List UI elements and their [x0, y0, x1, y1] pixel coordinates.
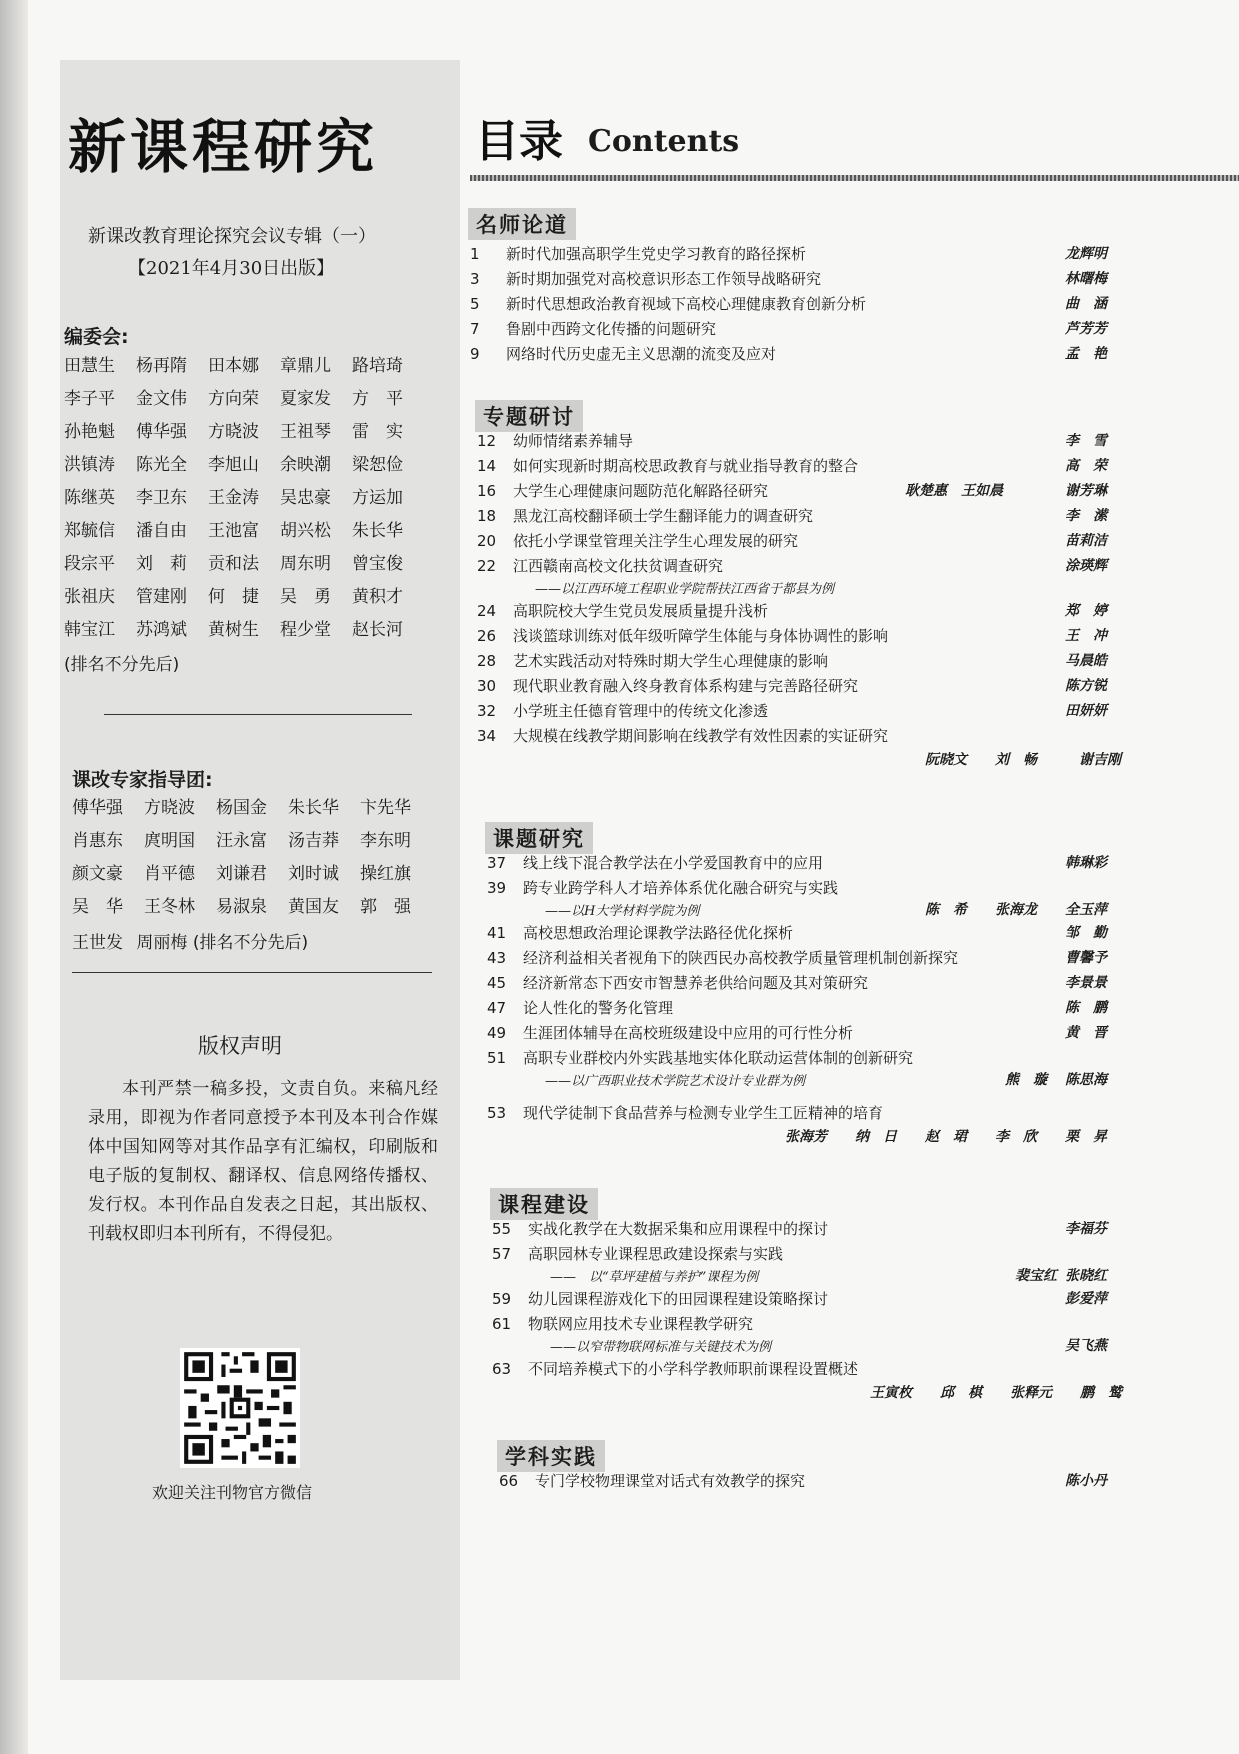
toc-entry[interactable] [470, 243, 806, 265]
toc-entry[interactable] [492, 1288, 828, 1310]
person-name: 郑毓信 [64, 521, 115, 541]
author-name: 吴飞燕 [1065, 1338, 1107, 1354]
author-name: 王 冲 [1065, 628, 1107, 644]
article-subtitle: ——以窄带物联网标准与关键技术为例 [550, 1340, 772, 1355]
author-name: 马晨皓 [1065, 653, 1107, 669]
article-title: 高职专业群校内外实践基地实体化联动运营体制的创新研究 [523, 1049, 914, 1067]
article-title: 现代职业教育融入终身教育体系构建与完善路径研究 [513, 677, 859, 695]
article-title: 江西赣南高校文化扶贫调查研究 [513, 557, 724, 575]
person-name: 何 捷 [208, 587, 259, 607]
expert-group-heading: 课改专家指导团: [72, 769, 213, 791]
editorial-board-heading: 编委会: [64, 326, 129, 348]
person-name: 肖惠东 [72, 831, 123, 851]
page-number: 3 [470, 270, 480, 288]
author-name: 陈思海 [1065, 1072, 1107, 1088]
page-number: 24 [477, 602, 497, 620]
page-number: 26 [477, 627, 497, 645]
article-title: 鲁剧中西跨文化传播的问题研究 [506, 320, 717, 338]
person-name: 孙艳魁 [64, 422, 115, 442]
expert-group-names [72, 797, 432, 918]
page-number: 53 [487, 1104, 507, 1122]
person-name: 朱长华 [288, 798, 339, 818]
person-name: 苏鸿斌 [136, 620, 187, 640]
toc-entry[interactable] [477, 675, 858, 697]
page-number: 45 [487, 974, 507, 992]
article-title: 黑龙江高校翻译硕士学生翻译能力的调查研究 [513, 507, 814, 525]
page-number: 47 [487, 999, 507, 1017]
toc-entry[interactable] [492, 1358, 858, 1380]
author-name: 龙辉明 [1065, 246, 1107, 262]
special-issue-label: 新课改教育理论探究会议专辑（一） [88, 226, 376, 247]
page-number: 41 [487, 924, 507, 942]
section-label: 学科实践 [497, 1440, 605, 1472]
article-title: 不同培养模式下的小学科学教师职前课程设置概述 [528, 1360, 859, 1378]
author-name: 郑 婷 [1065, 603, 1107, 619]
author-name: 彭爱萍 [1065, 1291, 1107, 1307]
person-name: 刘谦君 [216, 864, 267, 884]
person-name: 傅华强 [72, 798, 123, 818]
article-title: 专门学校物理课堂对话式有效教学的探究 [535, 1472, 806, 1490]
person-name: 汪永富 [216, 831, 267, 851]
author-name: 芦芳芳 [1065, 321, 1107, 337]
expert-group-note: (排名不分先后) [192, 933, 309, 953]
author-name: 李福芬 [1065, 1221, 1107, 1237]
article-title: 大学生心理健康问题防范化解路径研究 [513, 482, 769, 500]
page-number: 5 [470, 295, 480, 313]
toc-entry[interactable] [487, 1102, 883, 1124]
author-name: 高 荣 [1065, 458, 1107, 474]
author-name: 陈小丹 [1065, 1473, 1107, 1489]
author-name: 曲 涵 [1065, 296, 1107, 312]
person-name: 曾宝俊 [352, 554, 403, 574]
toc-entry[interactable] [487, 947, 958, 969]
magazine-title: 新课程研究 [68, 113, 379, 181]
article-title: 依托小学课堂管理关注学生心理发展的研究 [513, 532, 799, 550]
person-name: 李卫东 [136, 488, 187, 508]
toc-entry[interactable] [487, 877, 838, 899]
contents-title: 目录 [475, 116, 563, 167]
author-name: 韩琳彩 [1065, 855, 1107, 871]
person-name: 王祖琴 [280, 422, 331, 442]
page-number: 32 [477, 702, 497, 720]
page-number: 34 [477, 727, 497, 745]
person-name: 刘 莉 [136, 554, 187, 574]
toc-entry[interactable] [477, 530, 798, 552]
publication-date: 【2021年4月30日出版】 [128, 258, 335, 279]
page-number: 22 [477, 557, 497, 575]
person-name: 操红旗 [360, 864, 411, 884]
toc-entry[interactable] [470, 343, 776, 365]
toc-entry[interactable] [492, 1243, 783, 1265]
article-title: 艺术实践活动对特殊时期大学生心理健康的影响 [513, 652, 829, 670]
person-name: 田慧生 [64, 356, 115, 376]
article-title: 网络时代历史虚无主义思潮的流变及应对 [506, 345, 777, 363]
wechat-qr-code-icon [180, 1348, 300, 1468]
page-number: 20 [477, 532, 497, 550]
page-number: 61 [492, 1315, 512, 1333]
person-name: 郭 强 [360, 897, 411, 917]
person-name: 潘自由 [136, 521, 187, 541]
person-name: 雷 实 [352, 422, 403, 442]
toc-entry[interactable] [477, 650, 828, 672]
person-name: 段宗平 [64, 554, 115, 574]
person-name: 陈继英 [64, 488, 115, 508]
qr-caption: 欢迎关注刊物官方微信 [152, 1483, 313, 1502]
person-name: 卞先华 [360, 798, 411, 818]
toc-entry[interactable] [477, 455, 858, 477]
page-number: 12 [477, 432, 497, 450]
person-name: 陈光全 [136, 455, 187, 475]
page-number: 63 [492, 1360, 512, 1378]
person-name: 王池富 [208, 521, 259, 541]
toc-entry[interactable] [487, 972, 868, 994]
toc-entry[interactable] [477, 505, 813, 527]
person-name: 肖平德 [144, 864, 195, 884]
toc-entry[interactable] [477, 555, 723, 577]
toc-entry[interactable] [492, 1313, 753, 1335]
toc-entry[interactable] [477, 625, 888, 647]
page-number: 51 [487, 1049, 507, 1067]
toc-entry[interactable] [470, 268, 821, 290]
person-name: 方晓波 [208, 422, 259, 442]
person-name: 吴 华 [72, 897, 123, 917]
person-name: 吴忠豪 [280, 488, 331, 508]
article-title: 经济新常态下西安市智慧养老供给问题及其对策研究 [523, 974, 869, 992]
article-title: 新时代思想政治教育视域下高校心理健康教育创新分析 [506, 295, 867, 313]
page-number: 16 [477, 482, 497, 500]
person-name: 周东明 [280, 554, 331, 574]
co-authors: 陈 希 张海龙 [925, 902, 1037, 918]
author-line: 王寅枚 邱 棋 张释元 鹏 鹫 [870, 1385, 1122, 1401]
divider [104, 714, 412, 715]
page-number: 18 [477, 507, 497, 525]
divider [72, 972, 432, 973]
toc-entry[interactable] [477, 725, 888, 747]
person-name: 贡和法 [208, 554, 259, 574]
page-number: 39 [487, 879, 507, 897]
page-number: 28 [477, 652, 497, 670]
article-subtitle: ——以广西职业技术学院艺术设计专业群为例 [545, 1074, 806, 1089]
editorial-board-names [64, 355, 424, 641]
person-name: 黄树生 [208, 620, 259, 640]
person-name: 朱长华 [352, 521, 403, 541]
person-name: 杨再隋 [136, 356, 187, 376]
author-name: 黄 晋 [1065, 1025, 1107, 1041]
author-name: 李 雪 [1065, 433, 1107, 449]
co-authors: 裴宝红 [1015, 1268, 1057, 1284]
person-name: 刘时诚 [288, 864, 339, 884]
article-title: 新时期加强党对高校意识形态工作领导战略研究 [506, 270, 822, 288]
author-name: 田妍妍 [1065, 703, 1107, 719]
page-number: 57 [492, 1245, 512, 1263]
article-title: 小学班主任德育管理中的传统文化渗透 [513, 702, 769, 720]
author-name: 曹馨予 [1065, 950, 1107, 966]
author-name: 李 潆 [1065, 508, 1107, 524]
page-number: 1 [470, 245, 480, 263]
article-title: 高职院校大学生党员发展质量提升浅析 [513, 602, 769, 620]
author-name: 陈方锐 [1065, 678, 1107, 694]
person-name: 胡兴松 [280, 521, 331, 541]
article-title: 高校思想政治理论课教学法路径优化探析 [523, 924, 794, 942]
toc-entry[interactable] [477, 480, 768, 502]
person-name: 方晓波 [144, 798, 195, 818]
person-name: 黄国友 [288, 897, 339, 917]
article-title: 如何实现新时期高校思政教育与就业指导教育的整合 [513, 457, 859, 475]
article-subtitle: —— 以“草坪建植与养护”课程为例 [550, 1270, 759, 1285]
toc-entry[interactable] [487, 922, 793, 944]
article-title: 幼儿园课程游戏化下的田园课程建设策略探讨 [528, 1290, 829, 1308]
person-name: 管建刚 [136, 587, 187, 607]
page-number: 30 [477, 677, 497, 695]
toc-entry[interactable] [477, 700, 768, 722]
article-title: 幼师情绪素养辅导 [513, 432, 634, 450]
contents-title-en: Contents [588, 124, 740, 159]
page-number: 59 [492, 1290, 512, 1308]
article-title: 线上线下混合教学法在小学爱国教育中的应用 [523, 854, 824, 872]
section-label: 课程建设 [490, 1188, 598, 1220]
person-name: 颜文豪 [72, 864, 123, 884]
toc-entry[interactable] [487, 997, 673, 1019]
person-name: 傅华强 [136, 422, 187, 442]
author-name: 全玉萍 [1065, 902, 1107, 918]
toc-entry[interactable] [499, 1470, 805, 1492]
person-name: 王金涛 [208, 488, 259, 508]
section-label: 课题研究 [485, 822, 593, 854]
person-name: 夏家发 [280, 389, 331, 409]
article-title: 现代学徒制下食品营养与检测专业学生工匠精神的培育 [523, 1104, 884, 1122]
person-name: 方运加 [352, 488, 403, 508]
page-number: 66 [499, 1472, 519, 1490]
copyright-title: 版权声明 [198, 1034, 282, 1058]
expert-name: 周丽梅 [136, 933, 188, 953]
person-name: 吴 勇 [280, 587, 331, 607]
person-name: 田本娜 [208, 356, 259, 376]
editorial-board-note: (排名不分先后) [64, 655, 180, 675]
article-title: 经济利益相关者视角下的陕西民办高校教学质量管理机制创新探究 [523, 949, 959, 967]
person-name: 李子平 [64, 389, 115, 409]
toc-entry[interactable] [470, 318, 716, 340]
section-label: 专题研讨 [475, 400, 583, 432]
person-name: 黄积才 [352, 587, 403, 607]
person-name: 洪镇涛 [64, 455, 115, 475]
article-title: 浅谈篮球训练对低年级听障学生体能与身体协调性的影响 [513, 627, 889, 645]
person-name: 李东明 [360, 831, 411, 851]
person-name: 方 平 [352, 389, 403, 409]
author-line: 张海芳 纳 日 赵 珺 李 欣 栗 昇 [785, 1129, 1107, 1145]
expert-name: 王世发 [72, 933, 123, 953]
person-name: 路培琦 [352, 356, 403, 376]
person-name: 章鼎儿 [280, 356, 331, 376]
person-name: 韩宝江 [64, 620, 115, 640]
article-title: 跨专业跨学科人才培养体系优化融合研究与实践 [523, 879, 839, 897]
page-number: 37 [487, 854, 507, 872]
author-name: 苗莉洁 [1065, 533, 1107, 549]
article-title: 高职园林专业课程思政建设探索与实践 [528, 1245, 784, 1263]
page-number: 9 [470, 345, 480, 363]
author-name: 陈 鹏 [1065, 1000, 1107, 1016]
toc-entry[interactable] [477, 600, 768, 622]
person-name: 汤吉莽 [288, 831, 339, 851]
page-number: 14 [477, 457, 497, 475]
article-title: 大规模在线教学期间影响在线教学有效性因素的实证研究 [513, 727, 889, 745]
author-name: 谢芳琳 [1065, 483, 1107, 499]
person-name: 李旭山 [208, 455, 259, 475]
toc-entry[interactable] [492, 1218, 828, 1240]
person-name: 方向荣 [208, 389, 259, 409]
person-name: 梁恕俭 [352, 455, 403, 475]
author-name: 孟 艳 [1065, 346, 1107, 362]
person-name: 赵长河 [352, 620, 403, 640]
person-name: 易淑泉 [216, 897, 267, 917]
copyright-text: 本刊严禁一稿多投，文责自负。来稿凡经录用，即视为作者同意授予本刊及本刊合作媒体中国知网等对其作品享有汇编权，印刷版和电子版的复制权、翻译权、信息网络传播权、发行权。本刊作品自发表之日起，其出版权、刊载权即归本刊所有，不得侵犯。 [88, 1079, 438, 1244]
page-number: 55 [492, 1220, 512, 1238]
left-sidebar [60, 60, 460, 1680]
section-label: 名师论道 [468, 208, 576, 240]
page-number: 7 [470, 320, 480, 338]
article-title: 新时代加强高职学生党史学习教育的路径探析 [506, 245, 807, 263]
toc-entry[interactable] [487, 852, 823, 874]
article-title: 物联网应用技术专业课程教学研究 [528, 1315, 754, 1333]
toc-entry[interactable] [470, 293, 866, 315]
person-name: 杨国金 [216, 798, 267, 818]
contents-rule [470, 175, 1239, 181]
co-authors: 熊 璇 [1005, 1072, 1047, 1088]
article-subtitle: ——以江西环境工程职业学院帮扶江西省于都县为例 [535, 582, 835, 597]
article-title: 论人性化的警务化管理 [523, 999, 674, 1017]
author-name: 林曙梅 [1065, 271, 1107, 287]
author-line: 阮晓文 刘 畅 谢吉刚 [925, 752, 1121, 768]
article-subtitle: ——以H大学材料学院为例 [545, 904, 700, 919]
article-title: 生涯团体辅导在高校班级建设中应用的可行性分析 [523, 1024, 854, 1042]
toc-entry[interactable] [487, 1047, 913, 1069]
person-name: 庹明国 [144, 831, 195, 851]
article-title: 实战化教学在大数据采集和应用课程中的探讨 [528, 1220, 829, 1238]
person-name: 金文伟 [136, 389, 187, 409]
author-name: 张晓红 [1065, 1268, 1107, 1284]
author-name: 涂瑛辉 [1065, 558, 1107, 574]
author-name: 李景景 [1065, 975, 1107, 991]
author-name: 邹 勤 [1065, 925, 1107, 941]
co-authors: 耿楚惠 王如晨 [905, 483, 1003, 499]
expert-group-last-line [72, 928, 308, 953]
person-name: 张祖庆 [64, 587, 115, 607]
page-number: 43 [487, 949, 507, 967]
toc-entry[interactable] [487, 1022, 853, 1044]
page-number: 49 [487, 1024, 507, 1042]
person-name: 程少堂 [280, 620, 331, 640]
person-name: 王冬林 [144, 897, 195, 917]
toc-entry[interactable] [477, 430, 633, 452]
person-name: 余映潮 [280, 455, 331, 475]
